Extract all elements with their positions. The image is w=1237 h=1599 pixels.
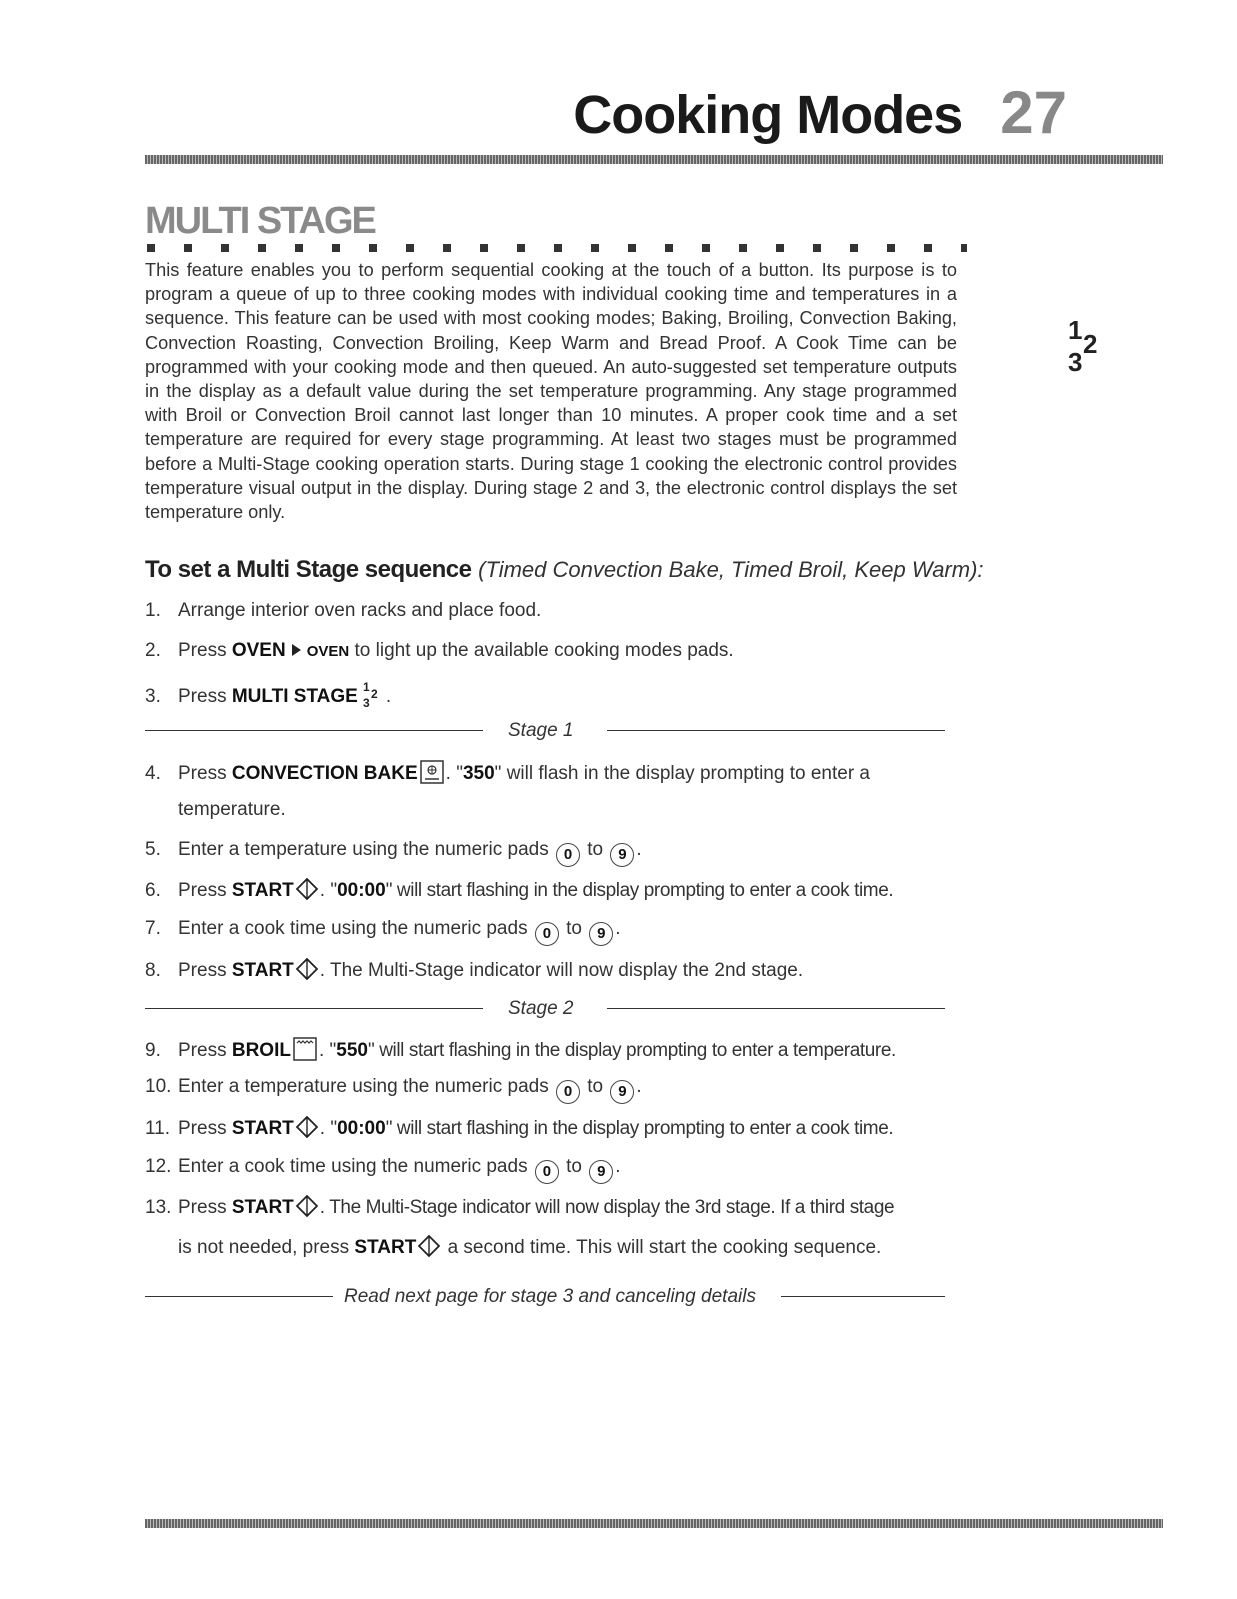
step-12: 12. Enter a cook time using the numeric pads 0 to 9 . [145, 1156, 955, 1184]
arrow-right-icon [292, 640, 301, 662]
step-8: 8. Press START . The Multi-Stage indicator will now display the 2nd stage. [145, 958, 955, 986]
step-7: 7. Enter a cook time using the numeric pads 0 to 9 . [145, 918, 955, 946]
step-2: 2. Press OVEN OVEN to light up the available cooking modes pads. [145, 640, 734, 661]
stage-2-label: Stage 2 [508, 998, 574, 1019]
svg-text:3: 3 [362, 696, 370, 708]
step-4: 4. Press CONVECTION BAKE . "350" will flash in the display prompting to enter a [145, 760, 955, 790]
pad-0-icon: 0 [556, 843, 580, 867]
step-3: 3. Press MULTI STAGE 1 2 3 . [145, 680, 955, 714]
page-number: 27 [1000, 79, 1067, 146]
pad-9-icon: 9 [610, 1080, 634, 1104]
step-1: 1. Arrange interior oven racks and place food. [145, 600, 542, 621]
multi-stage-icon [1066, 315, 1106, 380]
start-icon [296, 1116, 318, 1144]
svg-text:2: 2 [370, 687, 378, 701]
step-4-continued: temperature. [178, 799, 286, 820]
pad-0-icon: 0 [535, 922, 559, 946]
step-10: 10. Enter a temperature using the numeric pads 0 to 9 . [145, 1076, 955, 1104]
svg-text:1: 1 [1068, 315, 1083, 345]
convection-bake-icon [420, 760, 444, 790]
svg-text:2: 2 [1083, 329, 1098, 359]
next-page-divider [145, 1286, 945, 1306]
next-page-note: Read next page for stage 3 and canceling details [344, 1286, 756, 1307]
step-13: 13. Press START . The Multi-Stage indicator will now display the 3rd stage. If a third stage [145, 1195, 955, 1223]
procedure-heading [145, 556, 984, 584]
start-icon [296, 958, 318, 986]
section-title: MULTI STAGE [145, 200, 375, 242]
footer-rule [145, 1519, 1163, 1528]
pad-9-icon: 9 [589, 1160, 613, 1184]
pad-0-icon: 0 [556, 1080, 580, 1104]
pad-9-icon: 9 [610, 843, 634, 867]
step-9: 9. Press BROIL . "550" will start flashing in the display prompting to enter a temperature. [145, 1037, 955, 1067]
pad-9-icon: 9 [589, 922, 613, 946]
dotted-separator [147, 244, 967, 252]
start-icon [296, 1195, 318, 1223]
page-title: Cooking Modes [573, 85, 963, 145]
intro-paragraph: This feature enables you to perform sequential cooking at the touch of a button. Its purpose is to program a queue of up to three cooking modes with individual cooking time and temperatures in a sequence. This feature can be used with most cooking modes; Baking, Broiling, Convection Baking, Convection Roasting, Convection Broiling, Keep Warm and Bread Proof. A Cook Time can be programmed with your cooking mode and then queued. An auto-suggested set temperature outputs in the display as a default value during the set temperature programming. Any stage programmed with Broil or Convection Broil cannot last longer than 10 minutes. A proper cook time and a set temperature are required for every stage programming. At least two stages must be programmed before a Multi-Stage cooking operation starts. During stage 1 cooking the electronic control provides temperature visual output in the display. During stage 2 and 3, the electronic control displays the set temperature only. [145, 260, 957, 523]
page-header [573, 78, 1067, 147]
step-5: 5. Enter a temperature using the numeric pads 0 to 9 . [145, 839, 955, 867]
step-6: 6. Press START . "00:00" will start flashing in the display prompting to enter a cook time. [145, 878, 955, 906]
procedure-heading-italic: (Timed Convection Bake, Timed Broil, Keep Warm): [478, 557, 984, 582]
header-rule [145, 155, 1163, 164]
svg-text:3: 3 [1068, 347, 1083, 375]
oven-key-label-small: OVEN [306, 643, 350, 660]
pad-0-icon: 0 [535, 1160, 559, 1184]
step-11: 11. Press START . "00:00" will start flashing in the display prompting to enter a cook time. [145, 1116, 955, 1144]
stage-2-divider [145, 998, 945, 1018]
step-13-continued: is not needed, press START a second time. This will start the cooking sequence. [178, 1235, 881, 1263]
stage-1-divider [145, 720, 945, 740]
start-icon [296, 878, 318, 906]
multi-stage-icon [362, 680, 386, 714]
start-icon [418, 1235, 440, 1263]
oven-key-label: OVEN [231, 640, 286, 661]
broil-icon [293, 1037, 317, 1067]
svg-text:1: 1 [362, 680, 370, 694]
procedure-heading-bold: To set a Multi Stage sequence [145, 556, 472, 583]
stage-1-label: Stage 1 [508, 720, 574, 741]
